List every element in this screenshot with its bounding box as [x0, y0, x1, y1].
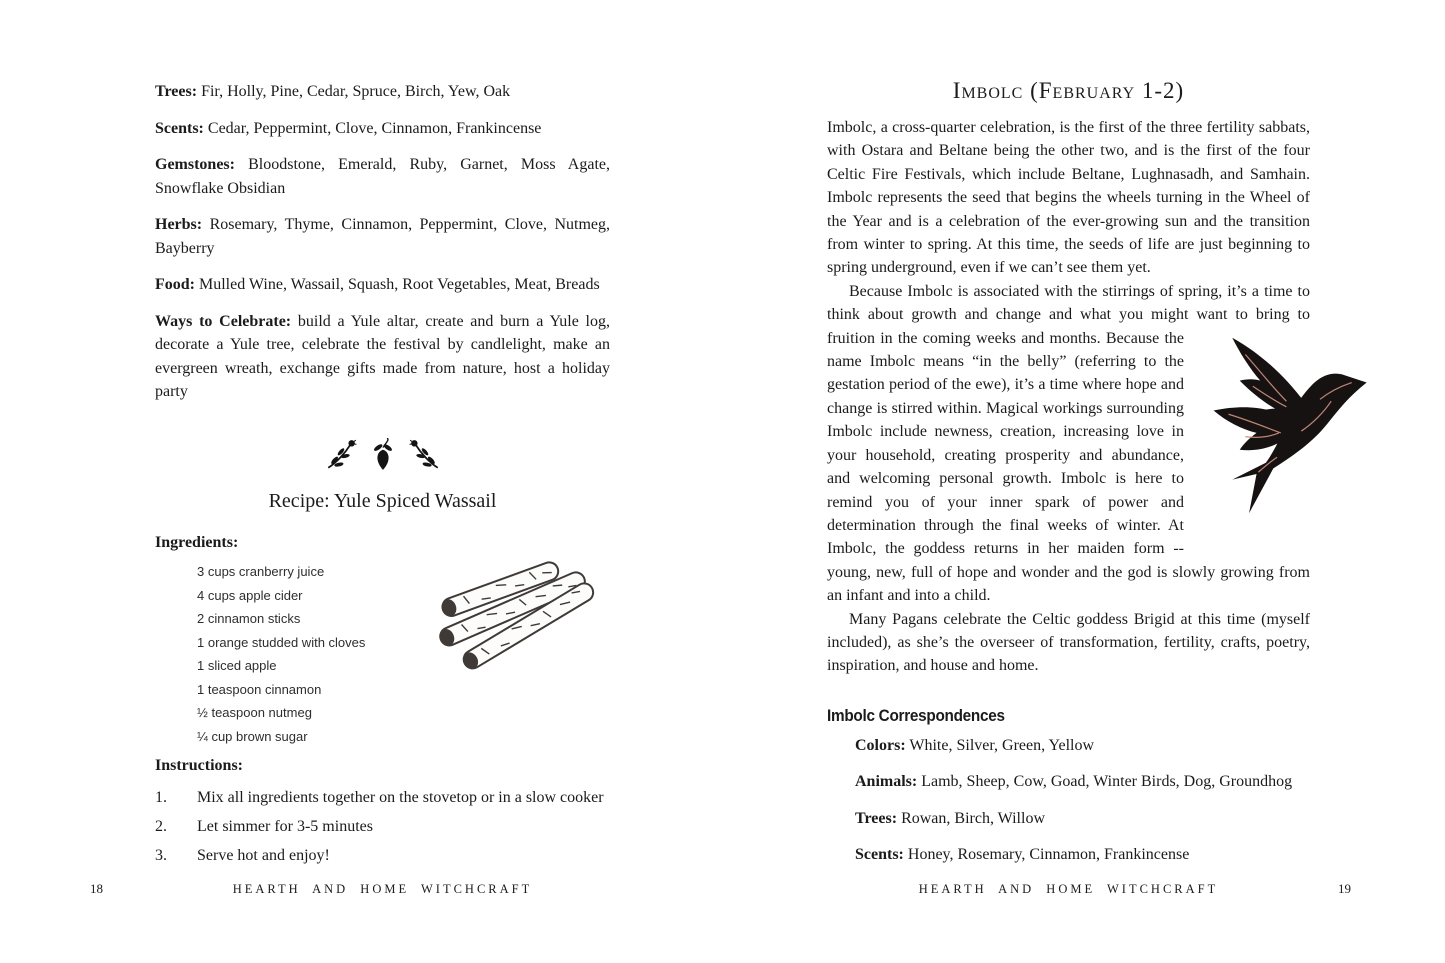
step-number: 3.	[155, 846, 167, 864]
body-paragraph-with-illustration	[827, 280, 1310, 608]
cinnamon-sticks-illustration	[417, 552, 602, 674]
instruction-step	[155, 815, 610, 838]
correspondences-heading: Imbolc Correspondences	[827, 705, 1005, 725]
running-title-right: HEARTH AND HOME WITCHCRAFT	[918, 882, 1219, 896]
correspondence-trees	[155, 80, 610, 104]
correspondence-ways-to-celebrate	[155, 310, 610, 404]
correspondence-value: build a Yule altar, create and burn a Yule log, decorate a Yule tree, celebrate the festival by candlelight, make an evergreen wreath, exchange gifts made from nature, host a holiday party	[155, 312, 610, 400]
correspondence-colors	[855, 734, 1310, 758]
correspondence-label: Trees:	[155, 83, 198, 100]
correspondence-value: Lamb, Sheep, Cow, Goad, Winter Birds, Dog, Groundhog	[921, 773, 1293, 791]
ingredient-item: ¼ cup brown sugar	[197, 728, 308, 744]
correspondence-trees	[855, 807, 1310, 831]
page-number-right: 19	[1338, 881, 1351, 896]
ingredient-item: 1 sliced apple	[197, 658, 277, 673]
instructions-label: Instructions:	[155, 757, 244, 774]
correspondence-value: Bloodstone, Emerald, Ruby, Garnet, Moss Agate, Snowflake Obsidian	[155, 156, 611, 197]
correspondence-value: Honey, Rosemary, Cinnamon, Frankincense	[907, 846, 1190, 864]
ingredient-item: 4 cups apple cider	[197, 587, 303, 603]
body-paragraph: Imbolc, a cross-quarter celebration, is the first of the three fertility sabbats, with Ostara and Beltane being the other two, and is the first of the four Celtic Fire Festivals, which include Beltane, Lughnasadh, and Samhain. Imbolc represents the seed that begins the wheels turning in the Wheel of the Year and is a celebration of the ever-growing sun and the transition from winter to spring. At this time, the seeds of life are just beginning to spring underground, even if we can’t see them yet.	[827, 119, 1310, 277]
body-paragraph: Many Pagans celebrate the Celtic goddess Brigid at this time (myself included), as she’s the overseer of transformation, fertility, crafts, poetry, inspiration, and house and home.	[827, 610, 1310, 675]
correspondence-herbs	[155, 213, 610, 260]
correspondence-label: Herbs:	[155, 216, 203, 233]
running-title-left: HEARTH AND HOME WITCHCRAFT	[232, 882, 533, 896]
correspondence-value: Mulled Wine, Wassail, Squash, Root Vegetables, Meat, Breads	[199, 276, 600, 293]
correspondence-animals	[855, 770, 1310, 794]
instruction-step	[155, 786, 610, 809]
correspondence-scents	[855, 843, 1310, 867]
right-page	[827, 76, 1310, 880]
step-text: Let simmer for 3-5 minutes	[197, 817, 373, 835]
step-number: 1.	[155, 788, 167, 806]
correspondence-value: Rosemary, Thyme, Cinnamon, Peppermint, Clove, Nutmeg, Bayberry	[155, 216, 611, 257]
ingredient-item: ½ teaspoon nutmeg	[197, 705, 312, 720]
ornament-acorn-icon	[371, 438, 395, 472]
ornament-sprig-left-icon	[325, 438, 357, 472]
ingredient-item: 1 teaspoon cinnamon	[197, 681, 322, 697]
page-number-left: 18	[90, 881, 103, 896]
ingredient-item: 2 cinnamon sticks	[197, 611, 301, 626]
correspondence-scents	[155, 117, 610, 141]
step-number: 2.	[155, 817, 167, 835]
step-text: Serve hot and enjoy!	[197, 846, 330, 864]
ingredient-item: 3 cups cranberry juice	[197, 564, 325, 579]
correspondence-label: Trees:	[855, 809, 898, 827]
correspondence-value: Fir, Holly, Pine, Cedar, Spruce, Birch, Yew, Oak	[201, 83, 511, 100]
correspondence-value: Cedar, Peppermint, Clove, Cinnamon, Frankincense	[207, 119, 542, 137]
correspondence-label: Scents:	[855, 846, 904, 864]
correspondence-food	[155, 273, 610, 297]
ornament-sprig-right-icon	[409, 438, 441, 472]
left-page	[155, 76, 610, 873]
correspondence-value: White, Silver, Green, Yellow	[909, 736, 1095, 754]
correspondence-label: Colors:	[855, 736, 906, 754]
instruction-step	[155, 844, 610, 867]
correspondence-label: Scents:	[155, 119, 204, 137]
correspondence-value: Rowan, Birch, Willow	[901, 809, 1045, 827]
imbolc-correspondences-list	[855, 734, 1310, 867]
instructions-list	[155, 786, 610, 867]
recipe-title: Recipe: Yule Spiced Wassail	[268, 489, 497, 512]
section-divider-ornament	[155, 438, 610, 474]
correspondence-label: Ways to Celebrate:	[155, 312, 292, 330]
correspondence-label: Food:	[155, 276, 195, 293]
chapter-title: Imbolc (February 1-2)	[952, 78, 1185, 103]
ingredient-item: 1 orange studded with cloves	[197, 634, 366, 650]
correspondence-label: Gemstones:	[155, 156, 235, 173]
correspondence-gemstones	[155, 153, 610, 200]
step-text: Mix all ingredients together on the stovetop or in a slow cooker	[197, 788, 604, 806]
paragraph-text: Because Imbolc is associated with the stirrings of spring, it’s a time to think about growth and change and what you might want to bring to fruition in the coming weeks and months. Because the name Imbolc means “in the belly” (referring to the gestation period of the ewe), it’s a time where hope and change is stirred within. Magical workings surrounding Imbolc include newness, creation, increasing love in your household, creating prosperity and abundance, and welcoming personal growth. Imbolc is here to remind you of your inner spark of power and determination through the final weeks of winter. At Imbolc, the goddess returns in her maiden form -- young, new, full of hope and wonder and the god is slowly growing from an infant and into a child.	[827, 282, 1310, 605]
correspondence-label: Animals:	[855, 773, 918, 791]
ingredients-label: Ingredients:	[155, 533, 239, 551]
